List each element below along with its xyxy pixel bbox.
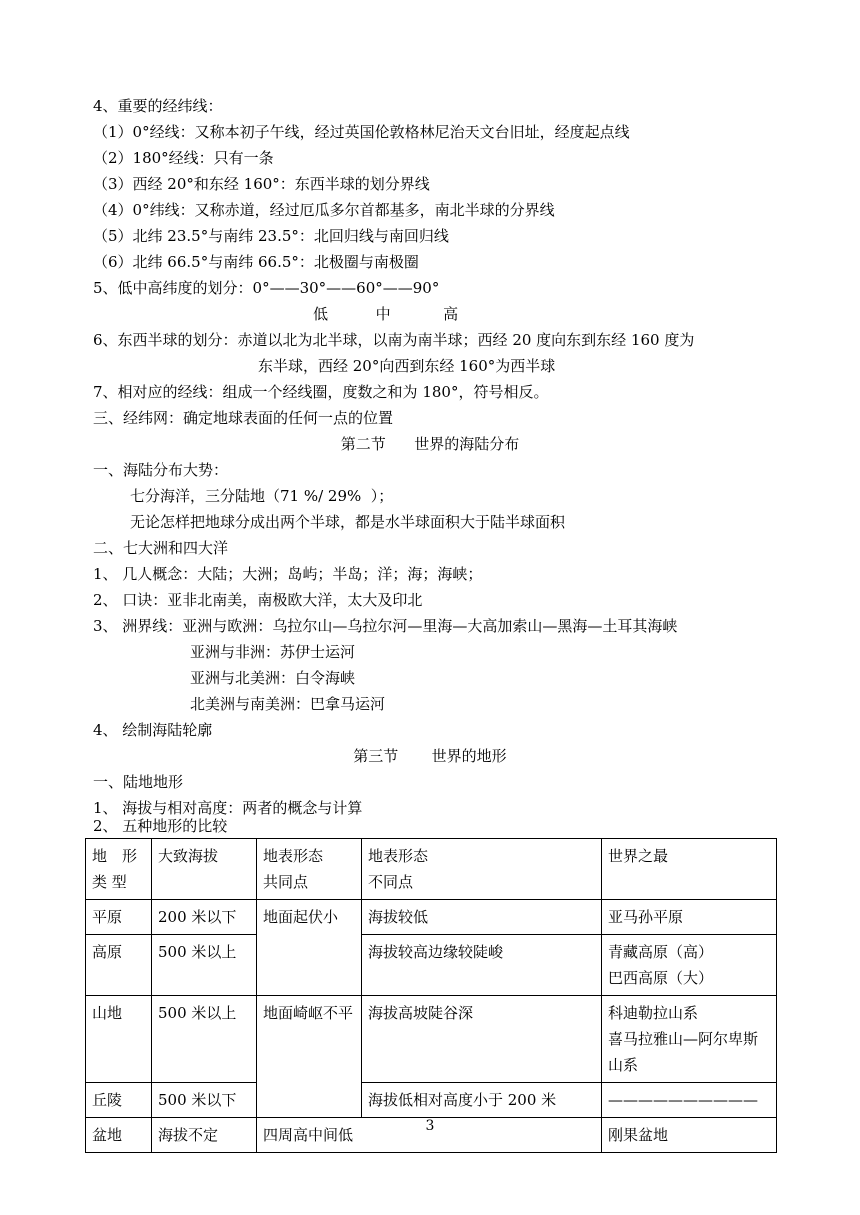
doc-line: 6、东西半球的划分：赤道以北为北半球，以南为南半球；西经 20 度向东到东经 160 度为 (93, 331, 695, 349)
table-cell: 青藏高原（高） 巴西高原（大） (602, 935, 777, 996)
doc-line: 一、陆地地形 (93, 773, 184, 791)
table-cell: 海拔高坡陡谷深 (362, 996, 602, 1083)
doc-line: 三、经纬网：确定地球表面的任何一点的位置 (93, 409, 394, 427)
table-cell: 海拔较高边缘较陡峻 (362, 935, 602, 996)
table-row (86, 996, 777, 1083)
table-row (86, 935, 777, 996)
table-cell: 地面崎岖不平 (257, 996, 362, 1118)
table-cell: 海拔低相对高度小于 200 米 (362, 1083, 602, 1118)
doc-line: （3）西经 20°和东经 160°：东西半球的划分界线 (93, 175, 430, 193)
table-cell: 四周高中间低 (257, 1118, 602, 1153)
doc-line: （4）0°纬线：又称赤道，经过厄瓜多尔首都基多，南北半球的分界线 (93, 201, 555, 219)
table-cell: 500 米以上 (152, 935, 257, 996)
doc-line: 亚洲与非洲：苏伊士运河 (190, 643, 356, 661)
doc-line: 北美洲与南美洲：巴拿马运河 (190, 695, 386, 713)
table-row (86, 1083, 777, 1118)
header-cell: 世界之最 (602, 839, 777, 900)
doc-line: 七分海洋，三分陆地（71 %/ 29% ）； (130, 487, 394, 505)
doc-line: 1、 几人概念：大陆；大洲；岛屿；半岛；洋；海；海峡； (93, 565, 483, 583)
doc-line: 东半球，西经 20°向西到东经 160°为西半球 (258, 357, 556, 375)
section-heading: 第二节 世界的海陆分布 (340, 435, 520, 453)
doc-line: 二、七大洲和四大洋 (93, 539, 229, 557)
table-header-row (86, 839, 777, 900)
doc-line: 2、 口诀：亚非北南美，南极欧大洋，太大及印北 (93, 591, 423, 609)
table-cell: 高原 (86, 935, 152, 996)
table-cell: 平原 (86, 900, 152, 935)
table-cell: 地面起伏小 (257, 900, 362, 996)
table-cell: 500 米以下 (152, 1083, 257, 1118)
table-cell: 海拔不定 (152, 1118, 257, 1153)
table-cell: 刚果盆地 (602, 1118, 777, 1153)
doc-line: 3、 洲界线：亚洲与欧洲：乌拉尔山—乌拉尔河—里海—大高加索山—黑海—土耳其海峡 (93, 617, 678, 635)
doc-line: 低 中 高 (313, 305, 459, 323)
doc-line: 4、 绘制海陆轮廓 (93, 721, 213, 739)
doc-line: 1、 海拔与相对高度：两者的概念与计算 (93, 799, 363, 817)
doc-line: 一、海陆分布大势： (93, 461, 229, 479)
header-cell: 地表形态 共同点 (257, 839, 362, 900)
doc-line: 7、相对应的经线：组成一个经线圈，度数之和为 180°，符号相反。 (93, 383, 549, 401)
doc-line: 无论怎样把地球分成出两个半球，都是水半球面积大于陆半球面积 (130, 513, 566, 531)
doc-line: （6）北纬 66.5°与南纬 66.5°：北极圈与南极圈 (93, 253, 419, 271)
doc-line: 4、重要的经纬线： (93, 97, 223, 115)
terrain-comparison-table (85, 838, 777, 1153)
header-cell: 地 形 类 型 (86, 839, 152, 900)
table-cell: —————————— (602, 1083, 777, 1118)
doc-line: （1）0°经线：又称本初子午线，经过英国伦敦格林尼治天文台旧址，经度起点线 (93, 123, 630, 141)
table-cell: 丘陵 (86, 1083, 152, 1118)
header-cell: 地表形态 不同点 (362, 839, 602, 900)
table-cell: 海拔较低 (362, 900, 602, 935)
section-heading: 第三节 世界的地形 (353, 747, 507, 765)
table-cell: 亚马孙平原 (602, 900, 777, 935)
doc-line: （2）180°经线：只有一条 (93, 149, 274, 167)
table-row (86, 900, 777, 935)
table-cell: 科迪勒拉山系 喜马拉雅山—阿尔卑斯山系 (602, 996, 777, 1083)
table-cell: 山地 (86, 996, 152, 1083)
table-cell: 500 米以上 (152, 996, 257, 1083)
doc-line: 5、低中高纬度的划分：0°——30°——60°——90° (93, 279, 440, 297)
header-cell: 大致海拔 (152, 839, 257, 900)
doc-line: （5）北纬 23.5°与南纬 23.5°：北回归线与南回归线 (93, 227, 449, 245)
doc-line: 亚洲与北美洲：白令海峡 (190, 669, 356, 687)
table-cell: 盆地 (86, 1118, 152, 1153)
page-number: 3 (425, 1118, 435, 1134)
doc-line: 2、 五种地形的比较 (93, 817, 228, 835)
table-cell: 200 米以下 (152, 900, 257, 935)
